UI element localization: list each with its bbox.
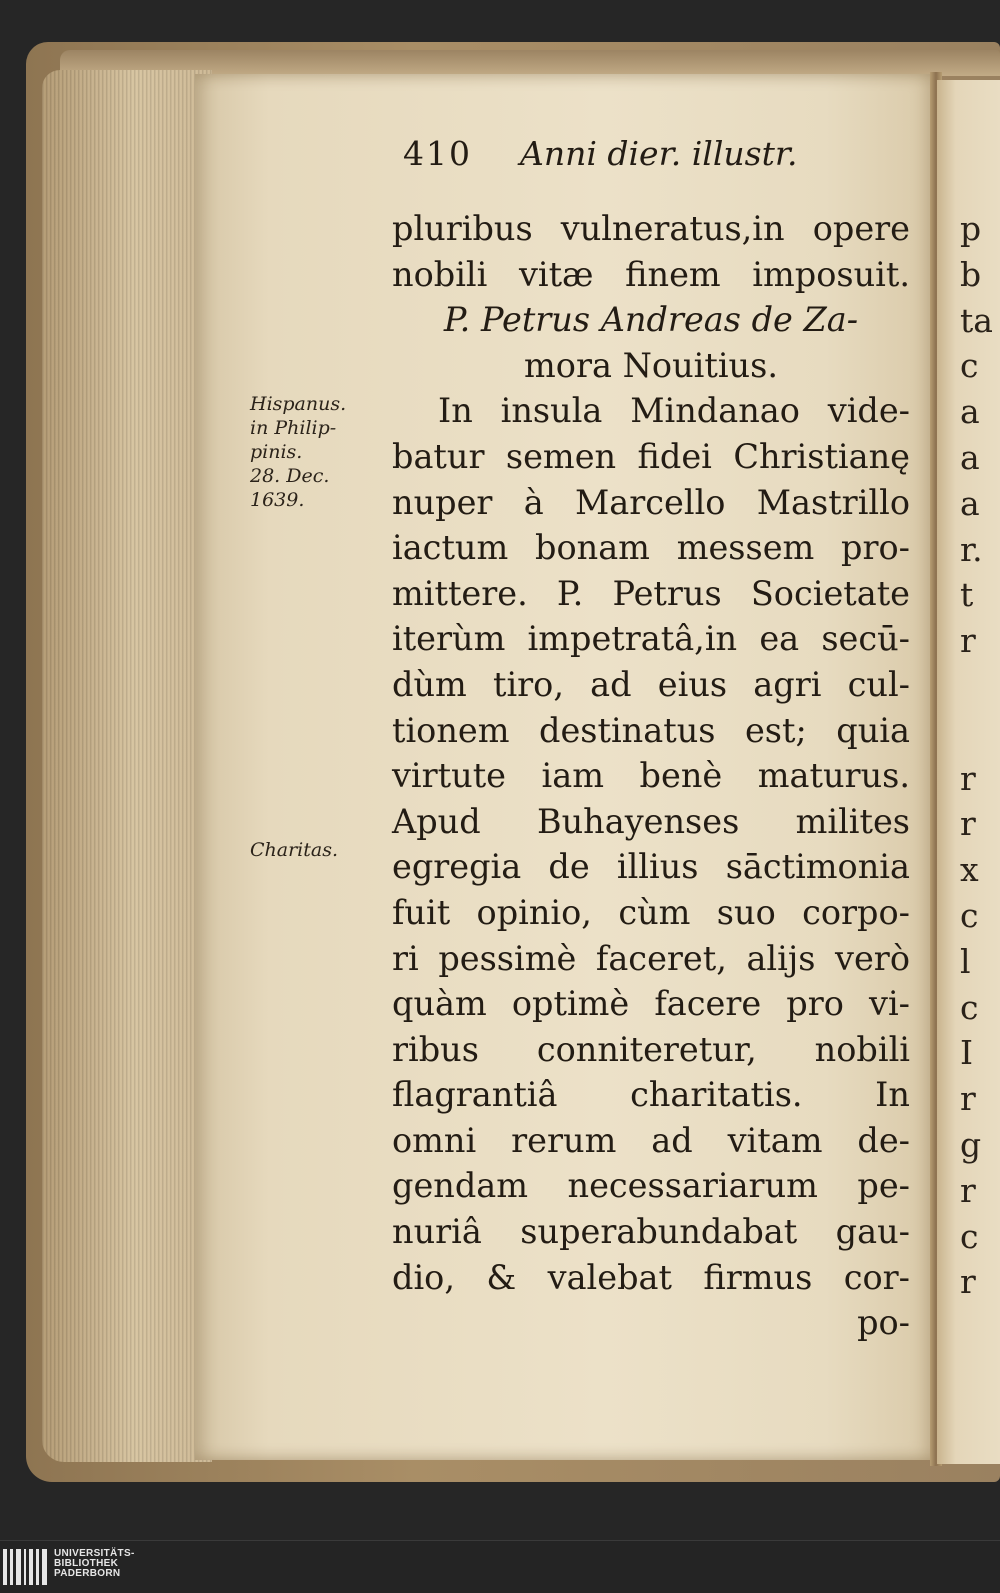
text-line: batur semen fidei Christianę xyxy=(392,436,910,476)
adjacent-page-letter: b xyxy=(960,254,982,294)
adjacent-page-letter xyxy=(960,664,1000,710)
adjacent-page-letter xyxy=(960,710,1000,756)
margin-note-charitas xyxy=(250,838,338,862)
text-line: mittere. P. Petrus Societate xyxy=(392,573,910,613)
text-line: nobili vitæ finem imposuit. xyxy=(392,254,910,294)
adjacent-page-letter: r. xyxy=(960,529,983,569)
text-line: mora Nouitius. xyxy=(524,345,778,385)
adjacent-page-letter: c xyxy=(960,895,979,935)
text-line: pluribus vulneratus,in opere xyxy=(392,209,910,248)
adjacent-page-letter: r xyxy=(960,1262,976,1302)
margin-note-line: in Philip- xyxy=(250,417,337,439)
adjacent-page-letter: c xyxy=(960,987,979,1027)
adjacent-page-letter: ta xyxy=(960,300,993,340)
adjacent-page-letter: a xyxy=(960,392,980,432)
running-title: Anni dier. illustr. xyxy=(520,134,798,173)
text-line: virtute iam benè maturus. xyxy=(392,756,910,796)
margin-note-line: Hispanus. xyxy=(250,393,347,415)
text-line: flagrantiâ charitatis. In xyxy=(392,1075,910,1115)
text-line: egregia de illius sāctimonia xyxy=(392,847,910,887)
logo-text-line: BIBLIOTHEK xyxy=(54,1558,119,1569)
text-line: dio, & valebat firmus cor- xyxy=(392,1257,910,1297)
adjacent-page-letter: p xyxy=(960,209,982,248)
text-line: dùm tiro, ad eius agri cul- xyxy=(392,664,910,704)
text-line: fuit opinio, cùm suo corpo- xyxy=(392,892,910,932)
logo-text-line: UNIVERSITÄTS- xyxy=(54,1548,135,1559)
text-line: quàm optimè facere pro vi- xyxy=(392,984,910,1024)
adjacent-page-letter: l xyxy=(960,941,971,981)
adjacent-page-letter: I xyxy=(960,1033,974,1073)
margin-note-line: 1639. xyxy=(250,489,305,511)
adjacent-page-letter: r xyxy=(960,621,976,661)
adjacent-page-letter: r xyxy=(960,1170,976,1210)
adjacent-page-letter: g xyxy=(960,1124,982,1164)
adjacent-page-text xyxy=(960,206,1000,1305)
adjacent-page-letter: r xyxy=(960,804,976,844)
adjacent-page-letter: c xyxy=(960,1216,979,1256)
text-line: po- xyxy=(857,1303,910,1343)
adjacent-page-letter: x xyxy=(960,850,979,890)
adjacent-page-letter: a xyxy=(960,437,980,477)
text-line: tionem destinatus est; quia xyxy=(392,710,910,750)
library-logo-icon xyxy=(3,1547,49,1587)
text-line: nuriâ superabundabat gau- xyxy=(392,1212,910,1252)
text-line: Apud Buhayenses milites xyxy=(392,801,910,841)
text-line: P. Petrus Andreas de Za- xyxy=(443,300,859,340)
adjacent-page-letter: t xyxy=(960,575,974,615)
adjacent-page-letter: r xyxy=(960,758,976,798)
footer-bar xyxy=(0,1540,1000,1593)
text-line: gendam necessariarum pe- xyxy=(392,1166,910,1206)
running-head xyxy=(403,134,797,173)
margin-note-line: pinis. xyxy=(250,441,303,463)
margin-note-hispanus xyxy=(250,392,346,512)
text-line: ribus conniteretur, nobili xyxy=(392,1029,910,1069)
text-line: omni rerum ad vitam de- xyxy=(392,1120,910,1160)
text-block xyxy=(392,206,910,1346)
text-line: In insula Mindanao vide- xyxy=(438,391,910,431)
text-line: iterùm impetratâ,in ea secū- xyxy=(392,619,910,659)
text-line: ri pessimè faceret, alijs verò xyxy=(392,938,910,978)
book-fore-edge xyxy=(42,70,212,1462)
text-line: iactum bonam messem pro- xyxy=(392,528,910,568)
margin-note-line: Charitas. xyxy=(250,839,339,861)
page-number: 410 xyxy=(403,134,472,173)
adjacent-page-letter: r xyxy=(960,1079,976,1119)
margin-note-line: 28. Dec. xyxy=(250,465,330,487)
logo-text-line: PADERBORN xyxy=(54,1568,121,1579)
adjacent-page-letter: c xyxy=(960,346,979,386)
adjacent-page-letter: a xyxy=(960,483,980,523)
text-line: nuper à Marcello Mastrillo xyxy=(392,482,910,522)
